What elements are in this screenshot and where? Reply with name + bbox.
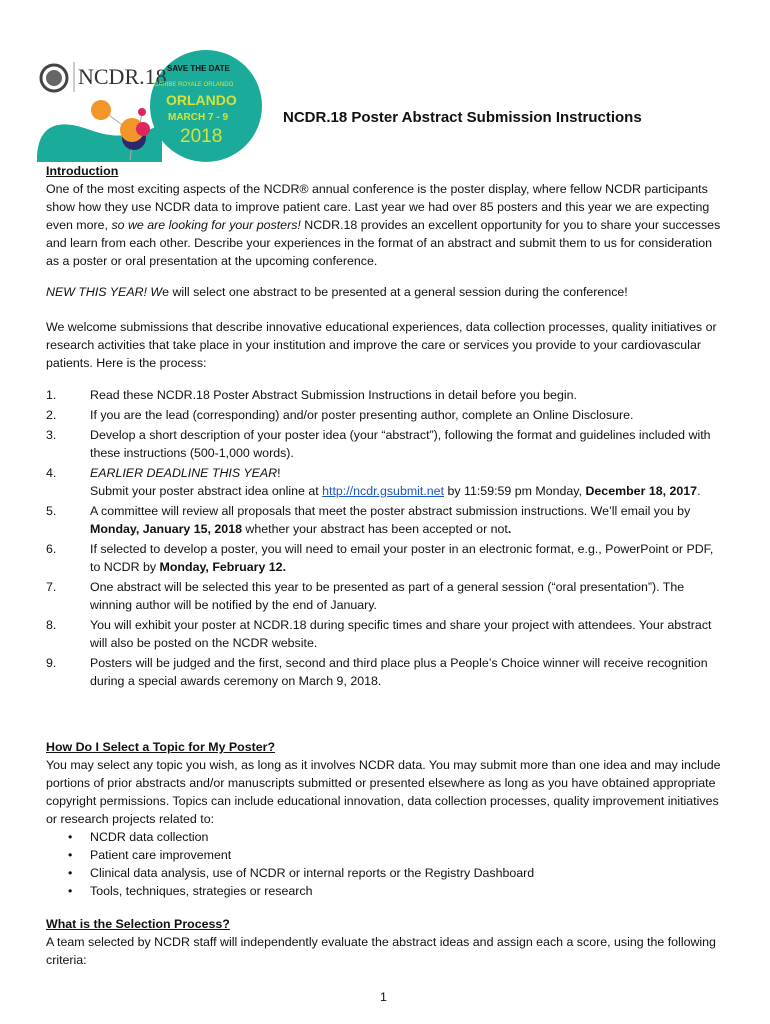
step-item: [46, 502, 726, 538]
step-text: Develop a short description of your poster idea (your “abstract”), following the format and guidelines included with these instructions (500-1,000 words).: [90, 428, 711, 460]
step-number: 6.: [46, 542, 57, 556]
step-text: One abstract will be selected this year to be presented as part of a general session (“oral presentation”). The winning author will be notified by the end of January.: [90, 580, 685, 612]
process-steps: [46, 386, 726, 692]
step-text: If selected to develop a poster, you will need to email your poster in an electronic format, e.g., PowerPoint or PDF, to NCDR by: [90, 542, 714, 574]
step-number: 9.: [46, 656, 57, 670]
topic-section: [46, 738, 726, 900]
step-item: [46, 426, 726, 462]
step-text: whether your abstract has been accepted or not: [241, 522, 508, 536]
step-item: [46, 578, 726, 614]
logo-year: 2018: [180, 126, 223, 147]
intro-emphasis: so we are looking for your posters!: [111, 218, 301, 232]
notification-date: Monday, January 15, 2018: [90, 522, 242, 536]
intro-paragraph: [46, 180, 726, 270]
new-label: NEW THIS YEAR! W: [46, 285, 163, 299]
step-text: A committee will review all proposals that meet the poster abstract submission instructions. We’ll email you by: [90, 504, 691, 518]
step-item: [46, 386, 726, 404]
page-title: NCDR.18 Poster Abstract Submission Instructions: [283, 109, 642, 126]
bullet-item: • Tools, techniques, strategies or research: [46, 882, 726, 900]
selection-section: [46, 915, 726, 969]
step-number: 7.: [46, 580, 57, 594]
intro-text-2: NCDR.18 provides an excellent opportunity for you to share your successes and learn from each other. Describe your experiences in the format of an abstract and submit them to us for consideration as a poster or oral presentation at the upcoming conference.: [46, 218, 721, 268]
intro-heading: Introduction: [46, 164, 119, 178]
step-item: [46, 616, 726, 652]
step-text: Submit your poster abstract idea online at: [90, 484, 323, 498]
step-number: 2.: [46, 408, 57, 422]
step-text: You will exhibit your poster at NCDR.18 during specific times and share your project with attendees. Your abstract will also be posted on the NCDR website.: [90, 618, 712, 650]
page-number: 1: [380, 990, 387, 1004]
logo-city: ORLANDO: [166, 92, 237, 108]
logo-dates: MARCH 7 - 9: [168, 112, 229, 123]
logo-save-the-date: SAVE THE DATE: [167, 64, 230, 73]
logo-brand: NCDR.18: [78, 64, 167, 89]
step-text: !: [277, 466, 281, 480]
step-item: [46, 406, 726, 424]
conference-logo: [12, 50, 272, 162]
deadline-date: December 18, 2017: [585, 484, 698, 498]
step-number: 8.: [46, 618, 57, 632]
step-item: [46, 654, 726, 690]
topic-bullets: [46, 828, 726, 900]
step-item: [46, 540, 726, 576]
new-text: e will select one abstract to be presented at a general session during the conference!: [162, 285, 628, 299]
step-number: 1.: [46, 388, 57, 402]
bullet-item: • NCDR data collection: [46, 828, 726, 846]
bullet-item: • Clinical data analysis, use of NCDR or internal reports or the Registry Dashboard: [46, 864, 726, 882]
step-text: Posters will be judged and the first, second and third place plus a People’s Choice winner will receive recognition during a special awards ceremony on March 9, 2018.: [90, 656, 708, 688]
selection-paragraph: A team selected by NCDR staff will independently evaluate the abstract ideas and assign each a score, using the following criteria:: [46, 935, 716, 967]
bullet-item: • Patient care improvement: [46, 846, 726, 864]
step-text: .: [697, 484, 701, 498]
poster-due-date: Monday, February 12.: [159, 560, 287, 574]
step-text: If you are the lead (corresponding) and/or poster presenting author, complete an Online Disclosure.: [90, 408, 634, 422]
step-text: Read these NCDR.18 Poster Abstract Submission Instructions in detail before you begin.: [90, 388, 577, 402]
intro-section: [46, 162, 726, 270]
step-number: 5.: [46, 504, 57, 518]
topic-heading: How Do I Select a Topic for My Poster?: [46, 740, 276, 754]
step-text: by 11:59:59 pm Monday,: [444, 484, 586, 498]
selection-heading: What is the Selection Process?: [46, 917, 230, 931]
step-item: [46, 464, 726, 500]
welcome-paragraph: We welcome submissions that describe innovative educational experiences, data collection processes, quality initiatives or research activities that take place in your institution and improve the care or services you provide to your cardiovascular patients. Here is the process:: [46, 320, 717, 370]
logo-venue: CARIBE ROYALE ORLANDO: [154, 82, 234, 88]
step-number: 4.: [46, 466, 57, 480]
new-this-year: [46, 283, 726, 301]
deadline-label: EARLIER DEADLINE THIS YEAR: [90, 466, 278, 480]
submission-link[interactable]: http://ncdr.gsubmit.net: [322, 484, 445, 498]
step-number: 3.: [46, 428, 57, 442]
intro-text: One of the most exciting aspects of the NCDR® annual conference is the poster display, where fellow NCDR participants show how they use NCDR data to improve patient care. Last year we had over 85 posters and this year we are expecting even more,: [46, 182, 710, 232]
step-text: .: [507, 522, 512, 536]
topic-paragraph: You may select any topic you wish, as long as it involves NCDR data. You may submit more than one idea and may include portions of prior abstracts and/or manuscripts submitted or presented elsewhere as long as you have obtained appropriate copyright permissions. Topics can include educational innovation, data collection processes, quality improvement initiatives or research projects related to:: [46, 758, 721, 826]
